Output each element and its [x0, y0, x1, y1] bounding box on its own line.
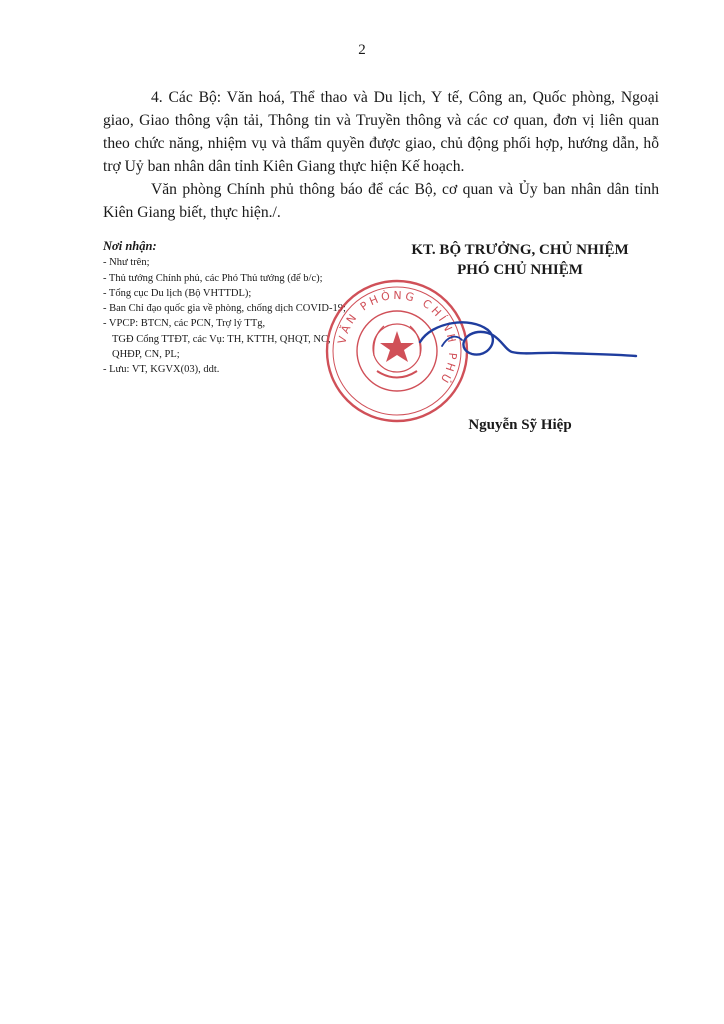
- recipients-title: Nơi nhận:: [103, 239, 157, 253]
- recipient-item: - Lưu: VT, KGVX(03), ddt.: [103, 364, 220, 376]
- body-paragraph-2: Văn phòng Chính phủ thông báo để các Bộ, cơ quan và Ủy ban nhân dân tỉnh Kiên Giang biết, thực hiện./.: [103, 181, 659, 221]
- seal-text: VĂN PHÒNG CHÍNH PHỦ: [335, 288, 460, 388]
- recipient-item: - Tổng cục Du lịch (Bộ VHTTDL);: [103, 287, 252, 299]
- body-paragraph-1: 4. Các Bộ: Văn hoá, Thể thao và Du lịch, Y tế, Công an, Quốc phòng, Ngoại giao, Giao thông vận tải, Thông tin và Truyền thông và các cơ quan, đơn vị liên quan theo chức năng, nhiệm vụ và thẩm quyền được giao, chủ động phối hợp, hướng dẫn, hỗ trợ Uỷ ban nhân dân tỉnh Kiên Giang thực hiện Kế hoạch.: [103, 89, 659, 175]
- handwritten-signature: [412, 310, 642, 380]
- signature-title-line-2: PHÓ CHỦ NHIỆM: [457, 262, 583, 278]
- page-number: 2: [358, 42, 366, 58]
- recipient-item: - VPCP: BTCN, các PCN, Trợ lý TTg,: [103, 318, 266, 330]
- signer-name: Nguyễn Sỹ Hiệp: [468, 417, 572, 433]
- recipient-item: - Ban Chỉ đạo quốc gia về phòng, chống dịch COVID-19;: [103, 303, 346, 315]
- recipient-item: TGĐ Cổng TTĐT, các Vụ: TH, KTTH, QHQT, NC,: [112, 333, 331, 345]
- recipient-item: - Thủ tướng Chính phủ, các Phó Thủ tướng (để b/c);: [103, 272, 323, 284]
- recipient-item: - Như trên;: [103, 257, 150, 269]
- recipient-item: QHĐP, CN, PL;: [112, 349, 180, 361]
- signature-title-line-1: KT. BỘ TRƯỞNG, CHỦ NHIỆM: [411, 242, 629, 258]
